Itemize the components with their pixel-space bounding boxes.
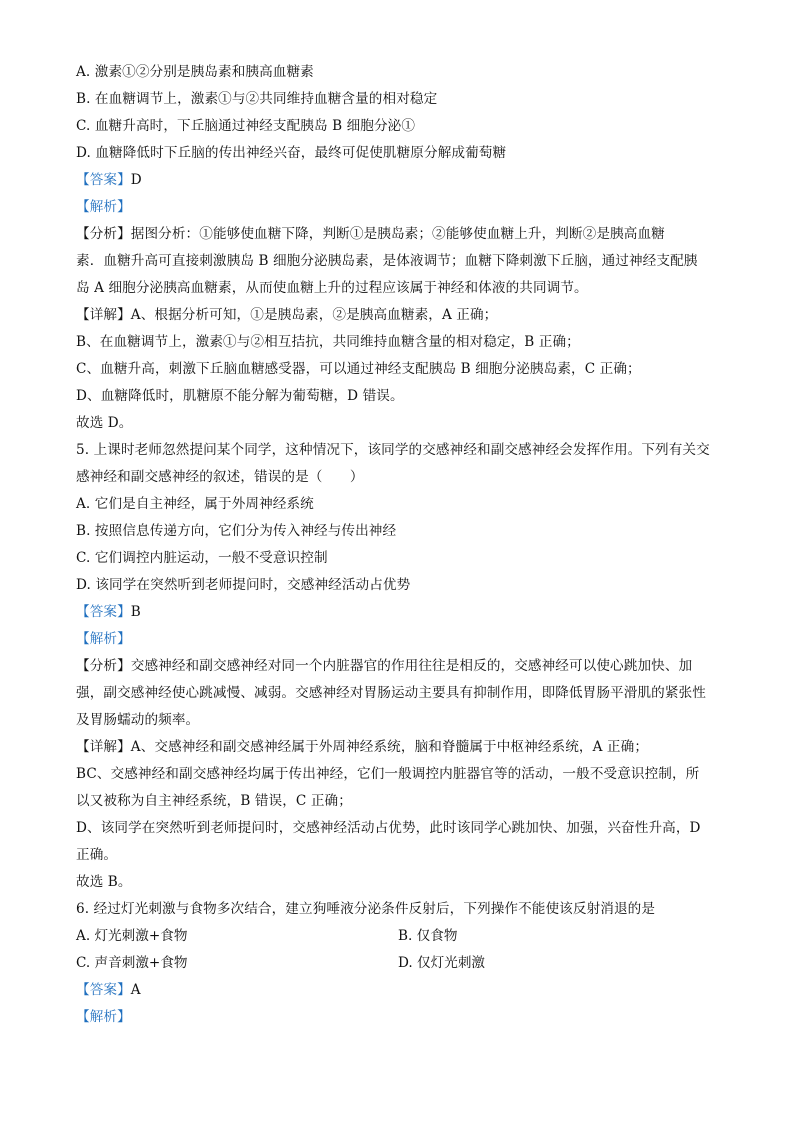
q4-fenxi-1	[76, 224, 665, 244]
q4-option-a: A. 激素①②分别是胰岛素和胰高血糖素	[76, 64, 314, 80]
q6-stem: 6. 经过灯光刺激与食物多次结合，建立狗唾液分泌条件反射后，下列操作不能使该反射消退的是	[76, 901, 656, 917]
q5-detail-5: 正确。	[76, 847, 118, 863]
q4-conclusion: 故选 D。	[76, 415, 133, 431]
q6-analysis-tag: 【解析】	[76, 1009, 131, 1025]
q5-option-a: A. 它们是自主神经，属于外周神经系统	[76, 496, 314, 512]
q5-fenxi-3: 及胃肠蠕动的频率。	[76, 712, 200, 728]
q6-option-d: D. 仅灯光刺激	[398, 955, 486, 971]
q6-option-c: C. 声音刺激+食物	[76, 955, 188, 971]
q5-fenxi-1	[76, 656, 692, 676]
q5-fenxi-text-1: 交感神经和副交感神经对同一个内脏器官的作用往往是相反的，交感神经可以使心跳加快、加	[130, 658, 693, 674]
q5-stem-2: 感神经和副交感神经的叙述，错误的是（ ）	[76, 469, 364, 485]
q5-detail-2: BC、交感神经和副交感神经均属于传出神经，它们一般调控内脏器官等的活动，一般不受意识控制，所	[76, 766, 700, 782]
q5-stem-1: 5. 上课时老师忽然提问某个同学，这种情况下，该同学的交感神经和副交感神经会发挥作用。下列有关交	[76, 442, 710, 458]
answer-tag: 【答案】	[76, 982, 131, 998]
q4-detail-2: B、在血糖调节上，激素①与②相互拮抗，共同维持血糖含量的相对稳定，B 正确；	[76, 334, 580, 350]
answer-tag: 【答案】	[76, 172, 131, 188]
q5-answer: B	[130, 604, 141, 620]
q5-conclusion: 故选 B。	[76, 874, 132, 890]
q5-fenxi-2: 强，副交感神经使心跳减慢、减弱。交感神经对胃肠运动主要具有抑制作用，即降低胃肠平滑肌的紧张性	[76, 685, 706, 701]
q5-option-c: C. 它们调控内脏运动，一般不受意识控制	[76, 550, 328, 566]
q5-detail-4: D、该同学在突然听到老师提问时，交感神经活动占优势，此时该同学心跳加快、加强，兴奋性升高，D	[76, 820, 701, 836]
q5-option-d: D. 该同学在突然听到老师提问时，交感神经活动占优势	[76, 577, 411, 593]
q4-detail-1	[76, 305, 497, 325]
q6-answer: A	[130, 982, 141, 998]
detail-tag: 【详解】	[76, 739, 131, 755]
q4-fenxi-text-1: 据图分析：①能够使血糖下降，判断①是胰岛素；②能够使血糖上升，判断②是胰高血糖	[130, 226, 665, 242]
q6-answer-line	[76, 980, 141, 1000]
answer-tag: 【答案】	[76, 604, 131, 620]
q4-option-c: C. 血糖升高时，下丘脑通过神经支配胰岛 B 细胞分泌①	[76, 118, 416, 134]
q4-answer-line	[76, 170, 142, 190]
q5-detail-1	[76, 737, 648, 757]
q4-detail-4: D、血糖降低时，肌糖原不能分解为葡萄糖，D 错误。	[76, 388, 404, 404]
q5-detail-text-1: A、交感神经和副交感神经属于外周神经系统，脑和脊髓属于中枢神经系统，A 正确；	[130, 739, 649, 755]
detail-tag: 【详解】	[76, 307, 131, 323]
fenxi-tag: 【分析】	[76, 658, 131, 674]
q4-detail-3: C、血糖升高，刺激下丘脑血糖感受器，可以通过神经支配胰岛 B 细胞分泌胰岛素，C 正确；	[76, 361, 641, 377]
q4-answer: D	[130, 172, 142, 188]
q6-option-a: A. 灯光刺激+食物	[76, 928, 188, 944]
q4-option-b: B. 在血糖调节上，激素①与②共同维持血糖含量的相对稳定	[76, 91, 438, 107]
q5-answer-line	[76, 602, 141, 622]
q5-option-b: B. 按照信息传递方向，它们分为传入神经与传出神经	[76, 523, 397, 539]
q4-option-d: D. 血糖降低时下丘脑的传出神经兴奋，最终可促使肌糖原分解成葡萄糖	[76, 145, 507, 161]
q4-fenxi-3: 岛 A 细胞分泌胰高血糖素，从而使血糖上升的过程应该属于神经和体液的共同调节。	[76, 280, 588, 296]
q4-analysis-tag: 【解析】	[76, 199, 131, 215]
q4-detail-text-1: A、根据分析可知，①是胰岛素，②是胰高血糖素，A 正确；	[130, 307, 498, 323]
q5-detail-3: 以又被称为自主神经系统，B 错误，C 正确；	[76, 793, 352, 809]
q5-analysis-tag: 【解析】	[76, 631, 131, 647]
q6-option-b: B. 仅食物	[398, 928, 458, 944]
fenxi-tag: 【分析】	[76, 226, 131, 242]
q4-fenxi-2: 素．血糖升高可直接刺激胰岛 B 细胞分泌胰岛素，是体液调节；血糖下降刺激下丘脑，通过神经支配胰	[76, 253, 698, 269]
